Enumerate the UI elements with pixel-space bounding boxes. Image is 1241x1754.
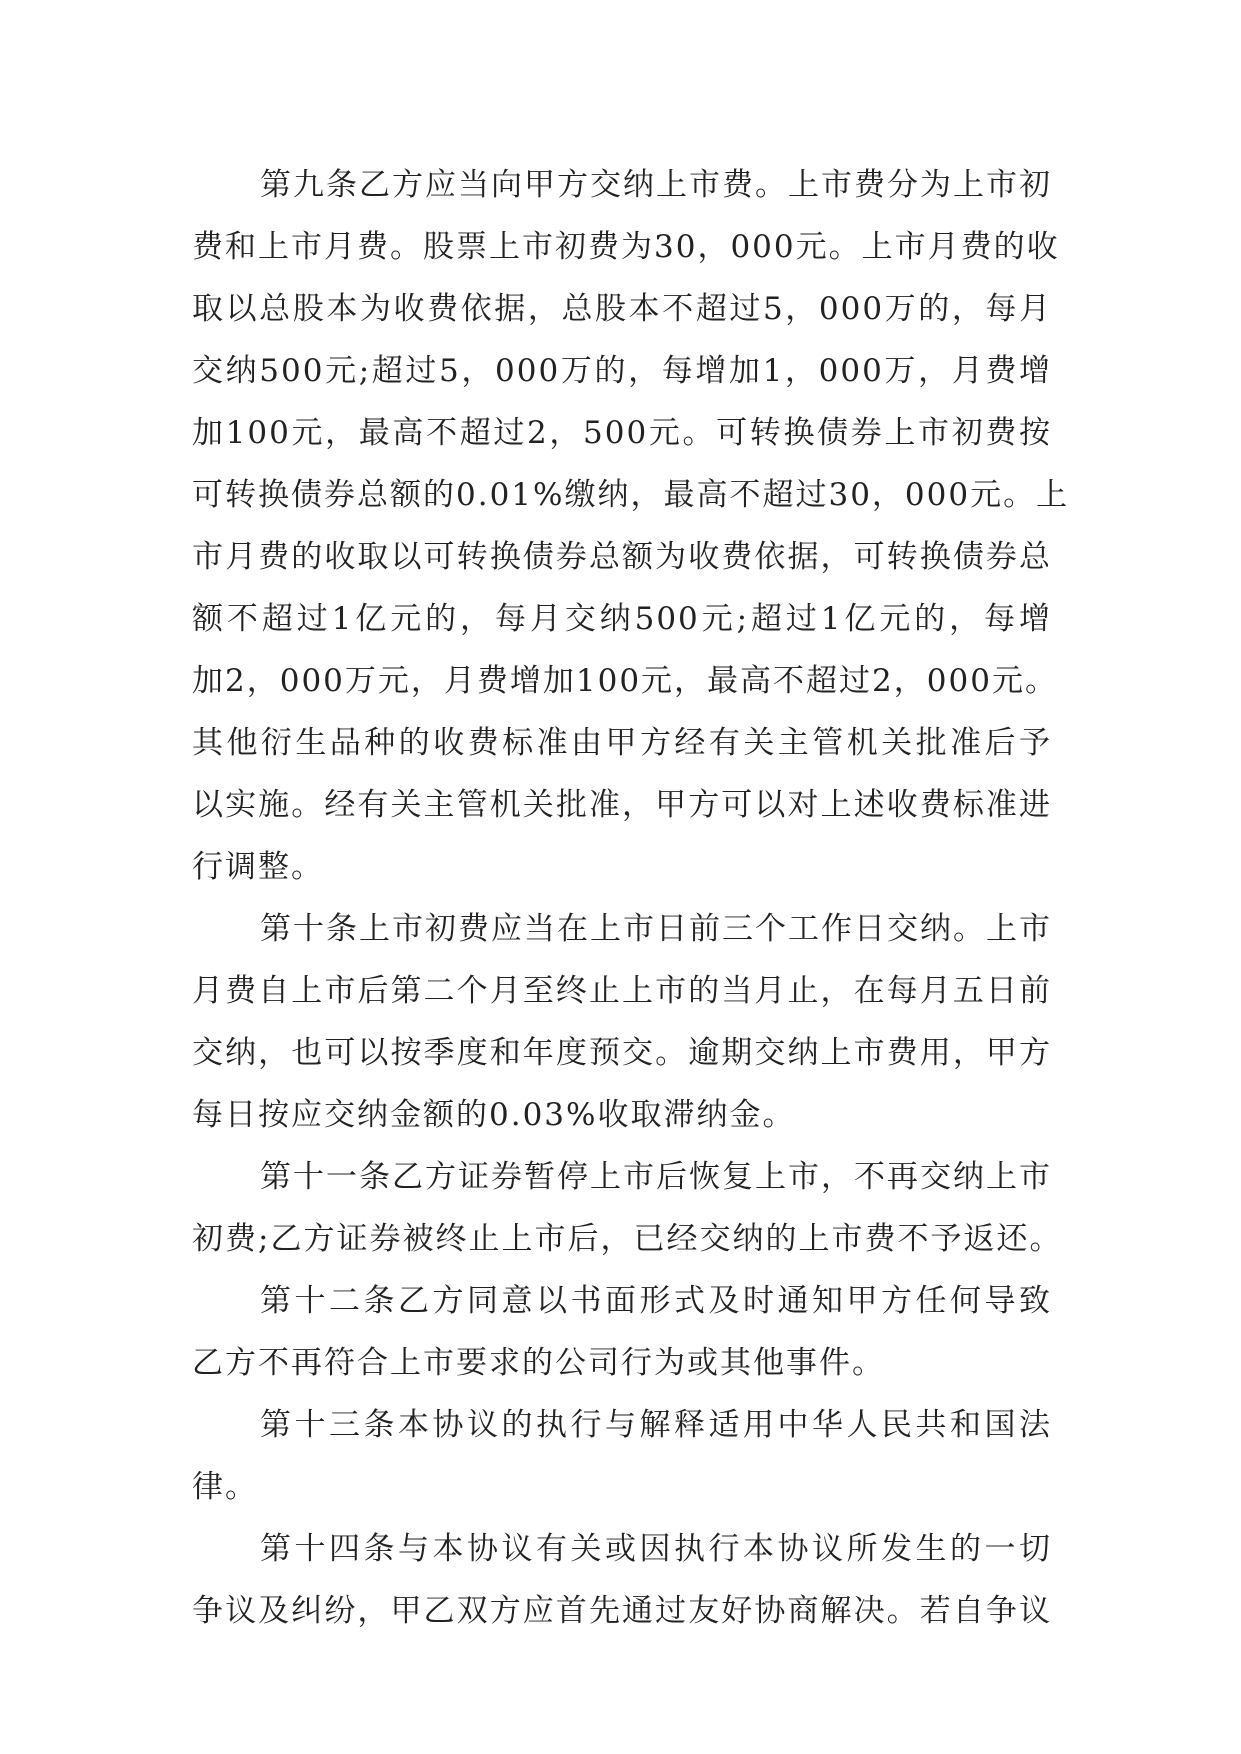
text-line: 律。 [192, 1469, 258, 1505]
text-line: 可转换债券总额的0.01%缴纳，最高不超过30，000元。上 [192, 477, 1070, 513]
text-line: 乙方不再符合上市要求的公司行为或其他事件。 [192, 1345, 885, 1381]
text-line: 第十一条乙方证券暂停上市后恢复上市，不再交纳上市 [260, 1159, 1052, 1195]
text-line: 第十条上市初费应当在上市日前三个工作日交纳。上市 [260, 911, 1052, 947]
text-line: 取以总股本为收费依据，总股本不超过5，000万的，每月 [192, 291, 1052, 327]
article-14-paragraph [192, 1518, 1052, 1642]
text-line: 月费自上市后第二个月至终止上市的当月止，在每月五日前 [192, 973, 1052, 1009]
text-line: 每日按应交纳金额的0.03%收取滞纳金。 [192, 1097, 796, 1133]
article-9-paragraph [192, 154, 1070, 898]
text-line: 第十三条本协议的执行与解释适用中华人民共和国法 [260, 1407, 1052, 1443]
text-line: 第十二条乙方同意以书面形式及时通知甲方任何导致 [260, 1283, 1052, 1319]
text-line: 加2，000万元，月费增加100元，最高不超过2，000元。 [192, 663, 1058, 699]
article-13-paragraph [192, 1394, 1052, 1518]
text-line: 争议及纠纷，甲乙双方应首先通过友好协商解决。若自争议 [192, 1593, 1052, 1629]
text-line: 额不超过1亿元的，每月交纳500元;超过1亿元的，每增 [192, 601, 1052, 637]
text-line: 其他衍生品种的收费标准由甲方经有关主管机关批准后予 [192, 725, 1052, 761]
text-line: 市月费的收取以可转换债券总额为收费依据，可转换债券总 [192, 539, 1052, 575]
text-line: 行调整。 [192, 849, 324, 885]
text-line: 第九条乙方应当向甲方交纳上市费。上市费分为上市初 [260, 167, 1052, 203]
article-10-paragraph [192, 898, 1052, 1146]
text-line: 交纳，也可以按季度和年度预交。逾期交纳上市费用，甲方 [192, 1035, 1052, 1071]
article-11-paragraph [192, 1146, 1063, 1270]
text-line: 初费;乙方证券被终止上市后，已经交纳的上市费不予返还。 [192, 1221, 1063, 1257]
text-line: 以实施。经有关主管机关批准，甲方可以对上述收费标准进 [192, 787, 1052, 823]
article-12-paragraph [192, 1270, 1052, 1394]
text-line: 交纳500元;超过5，000万的，每增加1，000万，月费增 [192, 353, 1052, 389]
text-line: 第十四条与本协议有关或因执行本协议所发生的一切 [260, 1531, 1052, 1567]
text-line: 加100元，最高不超过2，500元。可转换债券上市初费按 [192, 415, 1052, 451]
document-body [192, 154, 1070, 1642]
text-line: 费和上市月费。股票上市初费为30，000元。上市月费的收 [192, 229, 1060, 265]
